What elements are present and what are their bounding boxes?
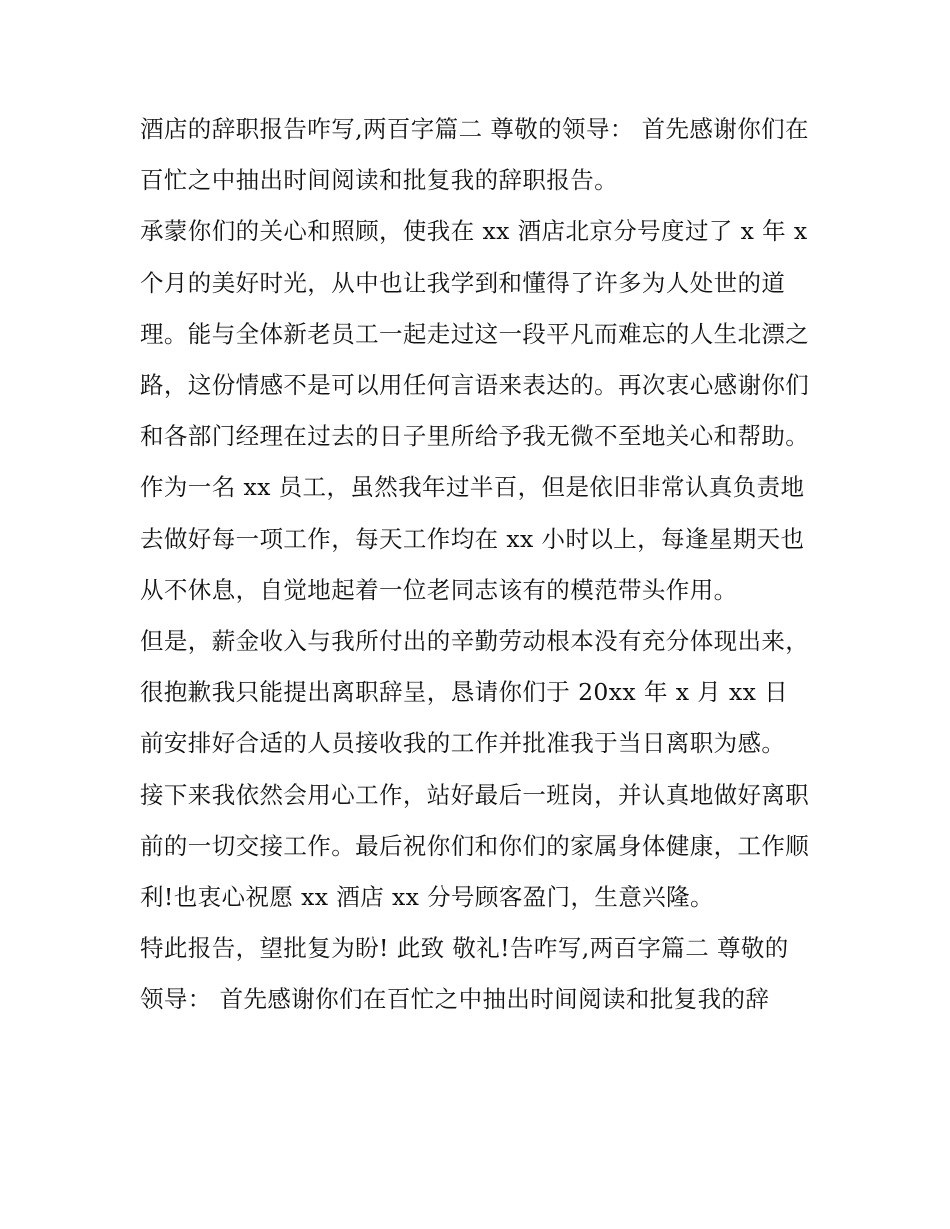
- paragraph-handover: 接下来我依然会用心工作，站好最后一班岗，并认真地做好离职前的一切交接工作。最后祝你们和你们的家属身体健康，工作顺利!也衷心祝愿 xx 酒店 xx 分号顾客盈门，生意兴隆。: [140, 780, 810, 912]
- paragraph-closing: 特此报告，望批复为盼! 此致 敬礼!告咋写,两百字篇二 尊敬的领导： 首先感谢你们在百忙之中抽出时间阅读和批复我的辞: [140, 934, 789, 1014]
- paragraph-resignation-request: 但是，薪金收入与我所付出的辛勤劳动根本没有充分体现出来，很抱歉我只能提出离职辞呈，恳请你们于 20xx 年 x 月 xx 日前安排好合适的人员接收我的工作并批准我于当日离职为感。: [140, 627, 810, 758]
- paragraph-work-history: 作为一名 xx 员工，虽然我年过半百，但是依旧非常认真负责地去做好每一项工作，每天工作均在 xx 小时以上，每逢星期天也从不休息，自觉地起着一位老同志该有的模范带头作用。: [140, 473, 805, 604]
- paragraph-gratitude: 承蒙你们的关心和照顾，使我在 xx 酒店北京分号度过了 x 年 x 个月的美好时光，从中也让我学到和懂得了许多为人处世的道理。能与全体新老员工一起走过这一段平凡而难忘的人生北漂之路，这份情感不是可以用任何言语来表达的。再次衷心感谢你们和各部门经理在过去的日子里所给予我无微不至地关心和帮助。: [140, 217, 810, 451]
- paragraph-intro: 酒店的辞职报告咋写,两百字篇二 尊敬的领导： 首先感谢你们在百忙之中抽出时间阅读和批复我的辞职报告。: [140, 115, 809, 195]
- document-body: [140, 104, 810, 1026]
